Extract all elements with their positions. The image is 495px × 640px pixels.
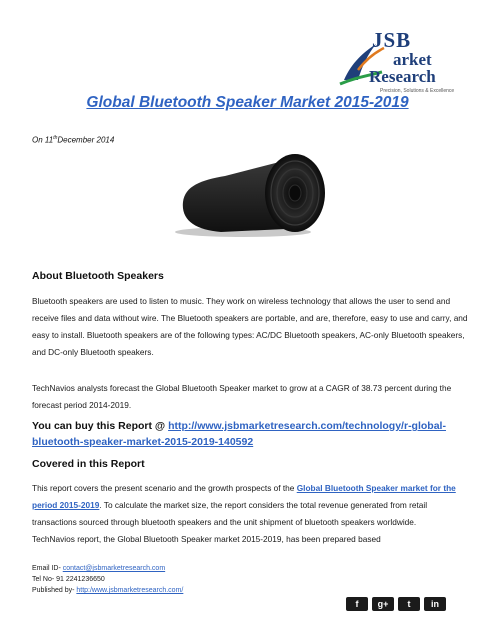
google-plus-icon[interactable]: g+ [372,597,394,611]
date-suffix: December 2014 [57,135,115,145]
buy-report-link[interactable]: http://www.jsbmarketresearch.com/technology/r-global-bluetooth-speaker-market-2015-2019-140592 [32,420,446,448]
twitter-icon[interactable]: t [398,597,420,611]
logo-tagline: Precision, Solutions & Excellence [380,88,455,94]
linkedin-icon[interactable]: in [424,597,446,611]
date-prefix: On 11 [32,135,54,145]
footer-contact [32,563,183,596]
about-heading: About Bluetooth Speakers [32,270,164,282]
footer-email-line [32,563,183,574]
covered-text-tail: TechNavios report, the Global Bluetooth Speaker market 2015-2019, has been prepared based [32,534,381,544]
company-logo [338,28,458,94]
email-label: Email ID- [32,565,63,572]
logo-text-research: Research [369,67,436,86]
footer-tel: Tel No- 91 2241236650 [32,576,105,583]
social-icons [346,597,446,611]
covered-heading: Covered in this Report [32,458,145,470]
logo-text-market: arket [393,50,432,69]
publish-date [32,135,114,145]
covered-paragraph [32,480,468,548]
footer-published-line [32,585,183,596]
buy-prefix: You can buy this Report @ [32,420,169,432]
forecast-paragraph: TechNavios analysts forecast the Global Bluetooth Speaker market to grow at a CAGR of 38.73 percent during the forecast period 2014-2019. [32,383,452,410]
published-link[interactable]: http:/www.jsbmarketresearch.com/ [76,587,184,594]
about-paragraph: Bluetooth speakers are used to listen to music. They work on wireless technology that allows the user to send and receive files and data without wire. The Bluetooth speakers are portable, and are, therefore, easy to use and carry, and easy to install. Bluetooth speakers are of the following types: AC/DC Bluetooth speakers, AC-only Bluetooth speakers, and DC-only Bluetooth speakers. [32,296,468,357]
date-sup: th [53,135,58,141]
covered-market-link[interactable]: Global Bluetooth Speaker market for the period 2015-2019 [32,483,456,510]
page-title: Global Bluetooth Speaker Market 2015-2019 [86,94,409,111]
covered-text-pre: This report covers the present scenario and the growth prospects of the [32,483,297,493]
facebook-icon[interactable]: f [346,597,368,611]
speaker-image [165,150,335,240]
email-link[interactable]: contact@jsbmarketresearch.com [62,565,166,572]
logo-text-jsb: JSB [372,28,412,52]
published-label: Published by- [32,587,77,594]
covered-text-post: . To calculate the market size, the report considers the total revenue generated from retail transactions sourced through bluetooth speakers and the unit shipment of bluetooth speakers worldwide. [32,500,428,527]
buy-report-line [32,418,472,450]
